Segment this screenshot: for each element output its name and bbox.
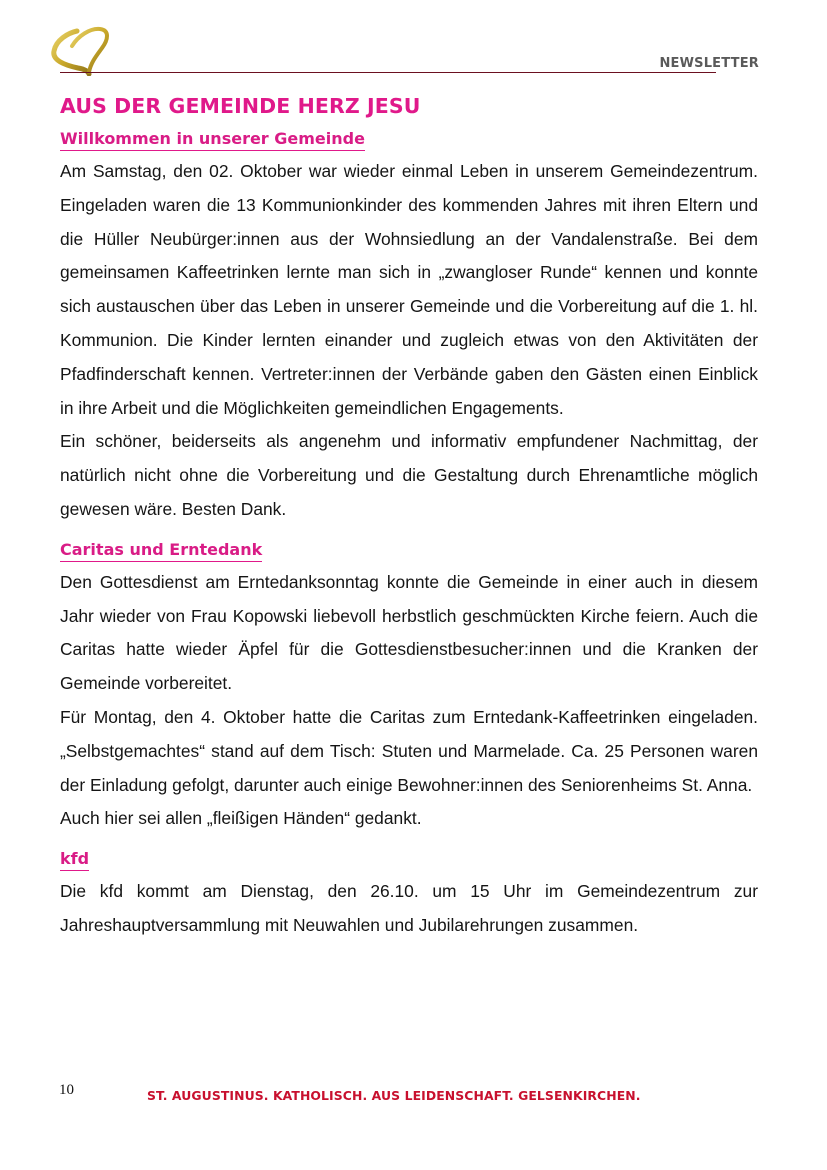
section-heading: kfd [60,848,89,871]
section-body [60,875,758,943]
section-body [60,566,758,836]
paragraph: Den Gottesdienst am Erntedanksonntag konnte die Gemeinde in einer auch in diesem Jahr wieder von Frau Kopowski liebevoll herbstlich geschmückten Kirche feiern. Auch die Caritas hatte wieder Äpfel für die Gottesdienstbesucher:innen und die Kranken der Gemeinde vorbereitet. [60,571,758,694]
heart-logo-icon [50,24,112,76]
header-rule [60,72,716,73]
article-content [60,92,758,943]
paragraph: Ein schöner, beiderseits als angenehm und informativ empfundener Nachmittag, der natürlich nicht ohne die Vorbereitung und die Gestaltung durch Ehrenamtliche möglich gewesen wäre. Besten Dank. [60,431,758,519]
page-number: 10 [59,1082,74,1098]
section-heading: Caritas und Erntedank [60,539,262,562]
paragraph: Am Samstag, den 02. Oktober war wieder einmal Leben in unserem Gemeindezentrum. Eingeladen waren die 13 Kommunionkinder des kommenden Jahres mit ihren Eltern und die Hüller Neubürger:innen aus der Wohnsiedlung an der Vandalenstraße. Bei dem gemeinsamen Kaffeetrinken lernte man sich in „zwangloser Runde“ kennen und konnte sich austauschen über das Leben in unserer Gemeinde und die Vorbereitung auf die 1. hl. Kommunion. Die Kinder lernten einander und zugleich etwas von den Aktivitäten der Pfadfinderschaft kennen. Vertreter:innen der Verbände gaben den Gästen einen Einblick in ihre Arbeit und die Möglichkeiten gemeindlichen Engagements. [60,161,758,418]
footer-slogan: ST. AUGUSTINUS. KATHOLISCH. AUS LEIDENSCHAFT. GELSENKIRCHEN. [147,1088,641,1103]
section-willkommen [60,128,758,527]
section-body [60,155,758,527]
paragraph: Für Montag, den 4. Oktober hatte die Caritas zum Erntedank-Kaffeetrinken eingeladen. „Selbstgemachtes“ stand auf dem Tisch: Stuten und Marmelade. Ca. 25 Personen waren der Einladung gefolgt, darunter auch einige Bewohner:innen des Seniorenheims St. Anna. [60,706,758,795]
section-heading: Willkommen in unserer Gemeinde [60,128,365,151]
paragraph: Die kfd kommt am Dienstag, den 26.10. um 15 Uhr im Gemeindezentrum zur Jahreshauptversammlung mit Neuwahlen und Jubilarehrungen zusammen. [60,881,758,935]
section-caritas [60,539,758,836]
section-kfd [60,848,758,943]
page-title: AUS DER GEMEINDE HERZ JESU [60,94,421,118]
paragraph: Auch hier sei allen „fleißigen Händen“ gedankt. [60,808,422,829]
newsletter-label: NEWSLETTER [659,56,759,71]
